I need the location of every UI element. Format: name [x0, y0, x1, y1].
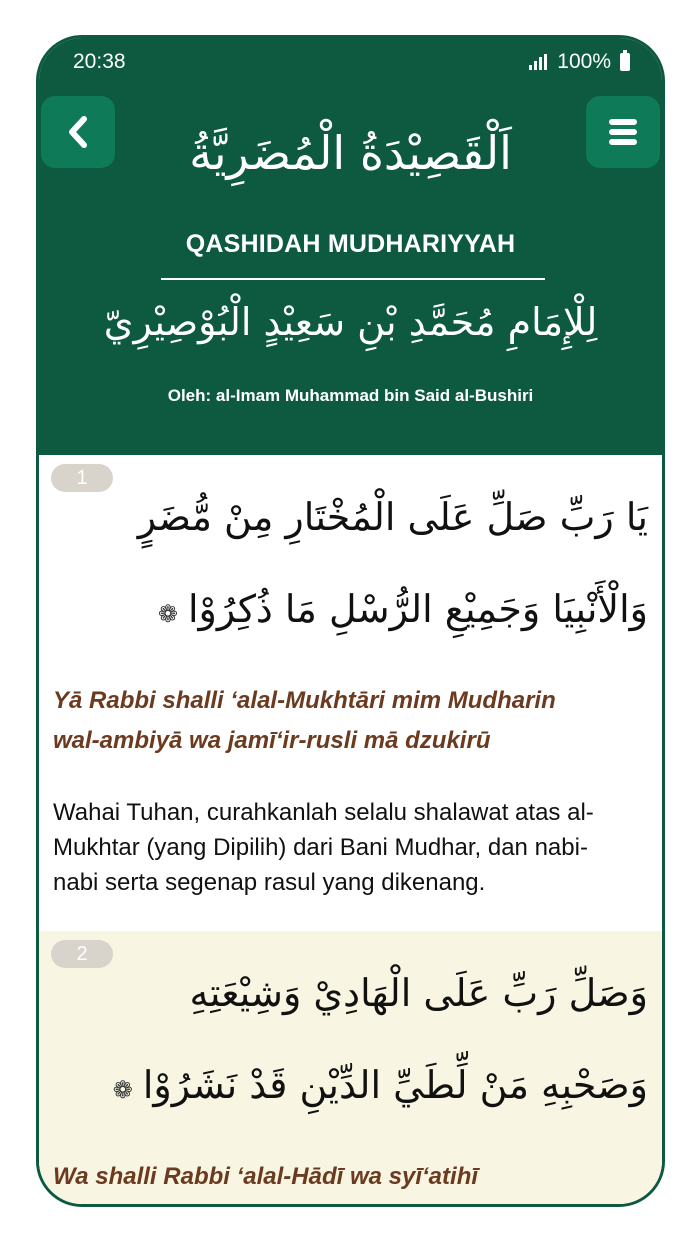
arabic-verse-line: وَصَلِّ رَبِّ عَلَى الْهَادِيْ وَشِيْعَتِهِ: [189, 971, 648, 1015]
arabic-verse-line: [78, 1063, 648, 1107]
rosette-icon: ❁: [157, 600, 178, 628]
battery-percent: 100%: [557, 50, 611, 73]
rosette-icon: ❁: [112, 1076, 133, 1104]
transliteration-line: wal-ambiyā wa jamī‘ir-rusli mā dzukirū: [53, 727, 491, 754]
arabic-verse-line: [78, 587, 648, 631]
signal-icon: [529, 54, 547, 70]
transliteration: [53, 681, 633, 761]
arabic-author: لِلْإِمَامِ مُحَمَّدِ بْنِ سَعِيْدٍ الْبُوْصِيْرِيّ: [103, 300, 598, 344]
transliteration-line: Wa shalli Rabbi ‘alal-Hādī wa syī‘atihī: [53, 1163, 479, 1190]
verse-card: [39, 455, 662, 931]
arabic-verse-text: وَصَحْبِهِ مَنْ لِّطَيِّ الدِّيْنِ قَدْ نَشَرُوْا: [142, 1063, 648, 1107]
arabic-verse-text: وَالْأَنْبِيَا وَجَمِيْعِ الرُّسْلِ مَا ذُكِرُوْا: [187, 587, 648, 631]
title-divider: [161, 278, 545, 280]
verse-number-badge: 2: [51, 940, 113, 968]
transliteration-line: Yā Rabbi shalli ‘alal-Mukhtāri mim Mudharin: [53, 687, 556, 714]
battery-icon: [620, 53, 630, 71]
translation: Wahai Tuhan, curahkanlah selalu shalawat atas al-Mukhtar (yang Dipilih) dari Bani Mudhar, dan nabi-nabi serta segenap rasul yang dikenang.: [53, 799, 594, 896]
page-title: QASHIDAH MUDHARIYYAH: [185, 230, 516, 258]
header: [39, 38, 662, 455]
transliteration: [53, 1157, 633, 1197]
status-bar-right: [529, 50, 630, 74]
arabic-verse-line: يَا رَبِّ صَلِّ عَلَى الْمُخْتَارِ مِنْ مُّضَرٍ: [137, 495, 648, 539]
verse-card: [39, 931, 662, 1207]
author-label: Oleh: al-Imam Muhammad bin Said al-Bushiri: [167, 386, 534, 405]
arabic-title: اَلْقَصِيْدَةُ الْمُضَرِيَّةُ: [189, 126, 512, 180]
phone-frame: [36, 35, 665, 1207]
verse-number-badge: 1: [51, 464, 113, 492]
status-time: 20:38: [73, 50, 126, 73]
